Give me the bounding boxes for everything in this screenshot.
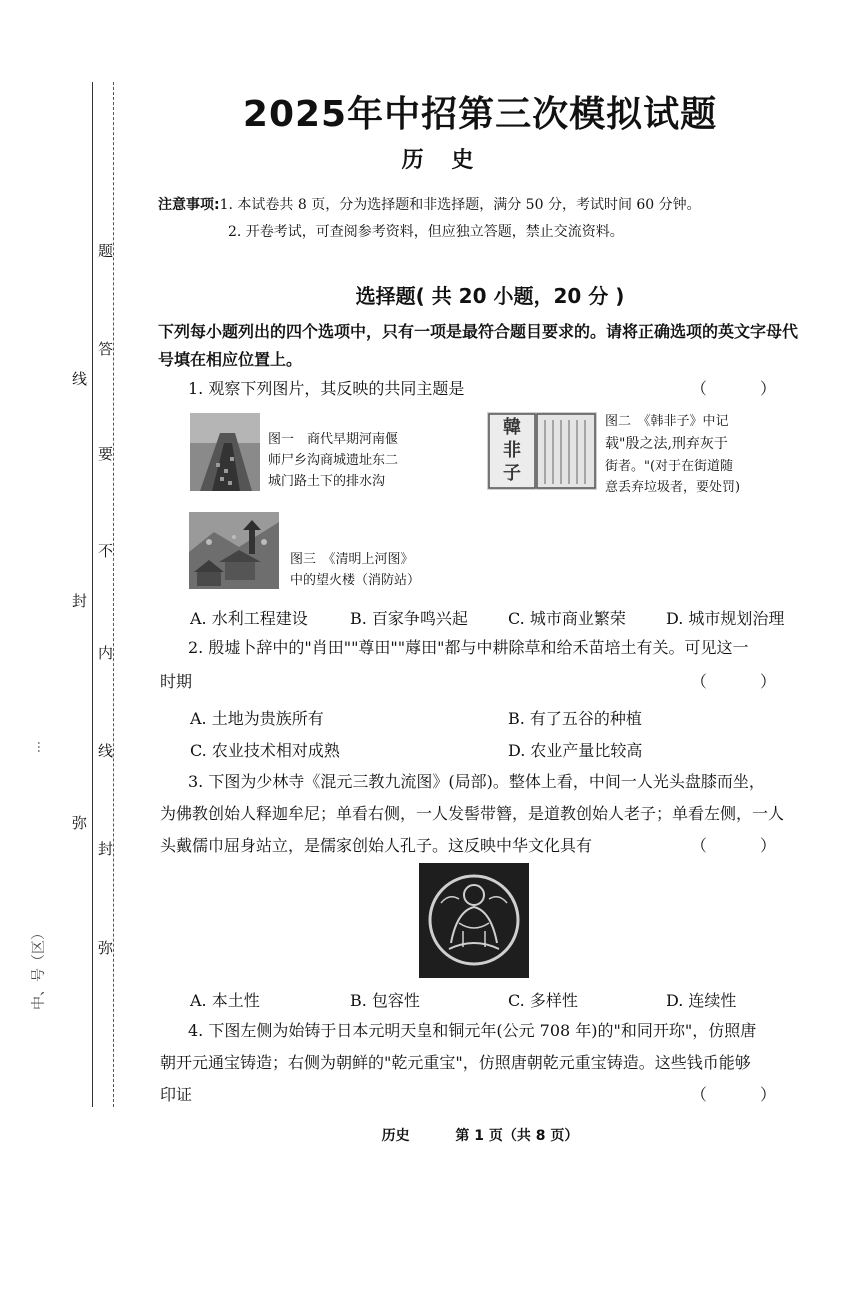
seal-char: 要 xyxy=(98,445,114,463)
seal-char: 封 xyxy=(98,840,114,858)
q2-option-a: A. 土地为贵族所有 xyxy=(190,709,324,728)
book-title-char: 非 xyxy=(503,440,521,461)
book-title-char: 韓 xyxy=(503,417,521,438)
question-1-stem xyxy=(188,373,800,405)
question-3-stem-line-2: 为佛教创始人释迦牟尼；单看右侧，一人发髻带簪，是道教创始人老子；单看左侧，一人 xyxy=(160,804,785,823)
side-label: 中、号（区） xyxy=(31,926,47,1010)
question-3-stem-line-1: 3. 下图为少林寺《混元三教九流图》(局部)。整体上看，中间一人光头盘膝而坐， xyxy=(188,772,765,791)
q3-option-b: B. 包容性 xyxy=(350,991,420,1010)
q2-option-c: C. 农业技术相对成熟 xyxy=(190,741,340,760)
page-footer xyxy=(0,1125,860,1145)
q1-option-c: C. 城市商业繁荣 xyxy=(508,609,626,628)
seal-char: 线 xyxy=(98,742,114,760)
q2-option-b: B. 有了五谷的种植 xyxy=(508,709,642,728)
answer-paren: （ ） xyxy=(690,379,800,398)
seal-char: 内 xyxy=(98,644,114,662)
q1-option-a: A. 水利工程建设 xyxy=(190,609,308,628)
question-4-stem-line-2: 朝开元通宝铸造；右侧为朝鲜的"乾元重宝"，仿照唐朝乾元重宝铸造。这些钱币能够 xyxy=(160,1053,751,1072)
q3-option-a: A. 本土性 xyxy=(190,991,260,1010)
figure-1-caption-line: 图一 商代早期河南偃 xyxy=(268,432,399,447)
answer-paren: （ ） xyxy=(690,1085,800,1104)
footer-page-number: 第 1 页（共 8 页） xyxy=(455,1128,579,1144)
q3-option-d: D. 连续性 xyxy=(666,991,737,1010)
seal-char: 封 xyxy=(72,592,88,610)
answer-paren: （ ） xyxy=(690,836,800,855)
question-stem-text: 头戴儒巾屈身站立，是儒家创始人孔子。这反映中华文化具有 xyxy=(160,836,593,855)
binding-line-solid xyxy=(92,82,93,1107)
section-title: 选择题( 共 20 小题，20 分 ) xyxy=(355,284,625,308)
notice-line-1 xyxy=(158,195,701,215)
notice-item-1: 1. 本试卷共 8 页，分为选择题和非选择题，满分 50 分，考试时间 60 分钟。 xyxy=(219,197,701,213)
figure-2-book-photo xyxy=(487,412,597,490)
question-2-stem-line-1: 2. 殷墟卜辞中的"肖田""尊田""蓐田"都与中耕除草和给禾苗培土有关。可见这一 xyxy=(188,638,749,657)
section-instruction: 下列每小题列出的四个选项中，只有一项是最符合题目要求的。请将正确选项的英文字母代号填在相应位置上。 xyxy=(158,322,799,369)
seal-char: 线 xyxy=(72,370,88,388)
figure-3-painting xyxy=(189,512,279,589)
seal-char: 不 xyxy=(98,542,114,560)
seal-char: 答 xyxy=(98,340,114,358)
figure-2-caption-line: 图二 《韩非子》中记 xyxy=(605,414,729,429)
q1-option-d: D. 城市规划治理 xyxy=(666,609,785,628)
notice-item-2: 2. 开卷考试，可查阅参考资料，但应独立答题，禁止交流资料。 xyxy=(228,224,624,240)
subject-title: 历 史 xyxy=(401,147,484,173)
notice-label: 注意事项: xyxy=(158,197,220,213)
question-4-stem-line-3 xyxy=(160,1079,800,1111)
figure-2-caption-line: 意丢弃垃圾者，要处罚) xyxy=(605,480,741,495)
seal-char: 弥 xyxy=(72,814,88,832)
question-stem-text: 1. 观察下列图片，其反映的共同主题是 xyxy=(188,379,465,398)
figure-3-caption-line: 图三 《清明上河图》 xyxy=(290,552,414,567)
question-3-stem-line-3 xyxy=(160,830,800,862)
side-mark: … xyxy=(35,741,49,753)
figure-1-drainage-photo xyxy=(190,413,260,491)
book-title-char: 子 xyxy=(503,463,521,484)
figure-1-caption-line: 师尸乡沟商城遗址东二 xyxy=(268,453,399,468)
figure-2-caption-line: 载"殷之法,刑弃灰于 xyxy=(605,436,728,452)
answer-paren: （ ） xyxy=(690,672,800,691)
q3-option-c: C. 多样性 xyxy=(508,991,578,1010)
question-stem-text: 印证 xyxy=(160,1085,193,1104)
page-title: 2025年中招第三次模拟试题 xyxy=(242,94,718,135)
q2-option-d: D. 农业产量比较高 xyxy=(508,741,643,760)
figure-2-caption-line: 街者。"(对于在街道随 xyxy=(605,459,734,474)
question-stem-text: 时期 xyxy=(160,672,193,691)
footer-subject: 历史 xyxy=(381,1128,410,1144)
question-2-stem-line-2 xyxy=(160,666,800,698)
figure-1-caption-line: 城门路土下的排水沟 xyxy=(268,474,386,489)
q1-option-b: B. 百家争鸣兴起 xyxy=(350,609,468,628)
binding-line-dashed xyxy=(113,82,114,1107)
question-4-stem-line-1: 4. 下图左侧为始铸于日本元明天皇和铜元年(公元 708 年)的"和同开珎"，仿照唐 xyxy=(188,1021,757,1040)
figure-3-caption-line: 中的望火楼（消防站） xyxy=(290,573,421,588)
seal-char: 弥 xyxy=(98,939,114,957)
figure-three-teachings-rubbing xyxy=(419,863,529,978)
seal-char: 题 xyxy=(98,242,114,260)
